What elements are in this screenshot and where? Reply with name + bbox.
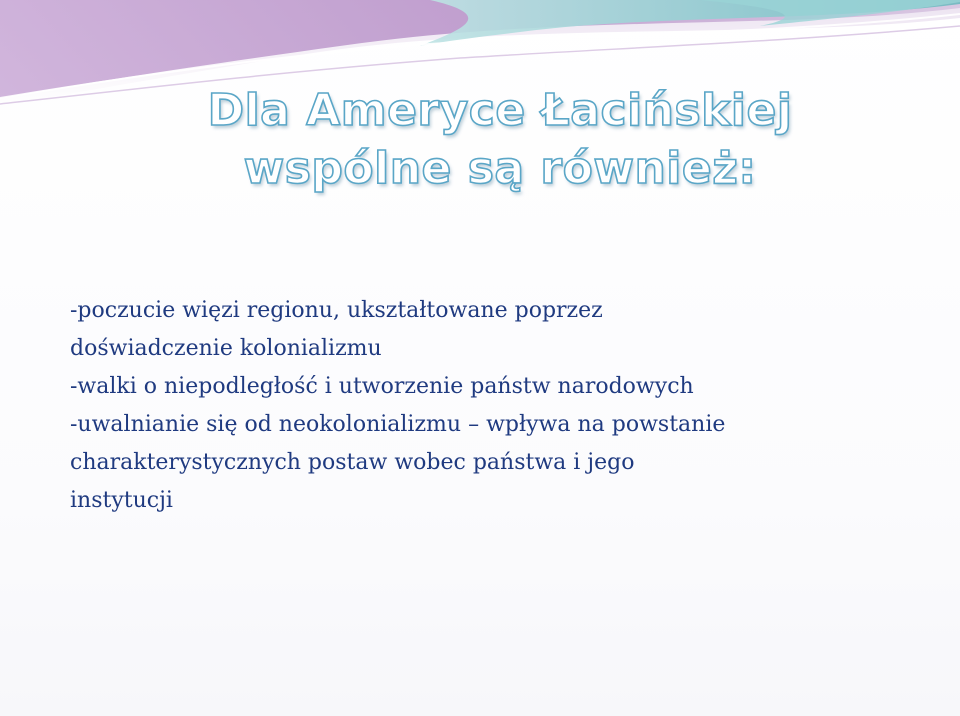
body-line-2: doświadczenie kolonializmu	[70, 336, 382, 361]
title-line-1: Dla Ameryce Łacińskiej	[207, 85, 793, 136]
body-line-1: -poczucie więzi regionu, ukształtowane poprzez	[70, 298, 603, 323]
title-line-2: wspólne są również:	[243, 143, 757, 194]
body-line-5: charakterystycznych postaw wobec państwa i jego	[70, 450, 635, 475]
body-line-4: -uwalnianie się od neokolonializmu – wpływa na powstanie	[70, 412, 726, 437]
body-line-3: -walki o niepodległość i utworzenie państw narodowych	[70, 374, 694, 399]
slide-title	[120, 82, 880, 198]
body-line-6: instytucji	[70, 488, 173, 513]
slide-body-text	[70, 292, 910, 520]
